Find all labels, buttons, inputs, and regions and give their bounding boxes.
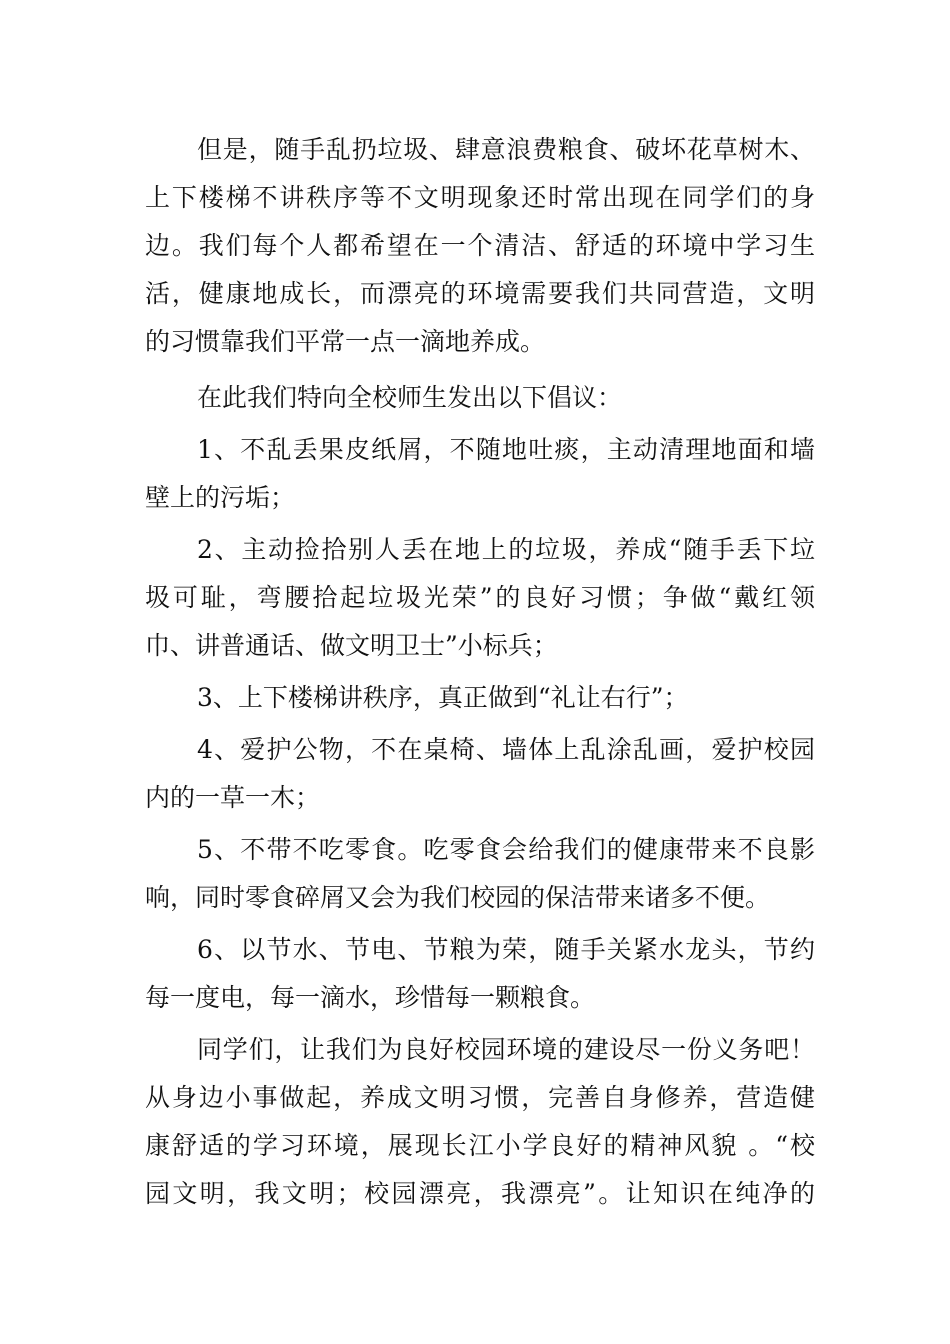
text-line: 内的一草一木； bbox=[145, 783, 321, 812]
text-line: 每一度电，每一滴水，珍惜每一颗粮食。 bbox=[145, 983, 596, 1012]
text-line: 响，同时零食碎屑又会为我们校园的保洁带来诸多不便。 bbox=[145, 883, 771, 912]
text-line: 从身边小事做起，养成文明习惯，完善自身修养，营造健 bbox=[145, 1083, 815, 1112]
text-line: 2、主动捡拾别人丢在地上的垃圾，养成“随手丢下垃 bbox=[197, 535, 815, 564]
text-line: 但是，随手乱扔垃圾、肆意浪费粮食、破坏花草树木、 bbox=[197, 135, 815, 164]
text-line: 的习惯靠我们平常一点一滴地养成。 bbox=[145, 327, 546, 356]
text-line: 1、不乱丢果皮纸屑，不随地吐痰，主动清理地面和墙 bbox=[197, 435, 815, 464]
text-line: 5、不带不吃零食。吃零食会给我们的健康带来不良影 bbox=[197, 835, 815, 864]
text-line: 康舒适的学习环境，展现长江小学良好的精神风貌 。“校 bbox=[145, 1131, 815, 1160]
text-line: 边。我们每个人都希望在一个清洁、舒适的环境中学习生 bbox=[145, 231, 815, 260]
text-line: 巾、讲普通话、做文明卫士”小标兵； bbox=[145, 631, 558, 660]
text-line: 3、上下楼梯讲秩序，真正做到“礼让右行”； bbox=[197, 683, 689, 712]
text-line: 圾可耻，弯腰拾起垃圾光荣”的良好习惯；争做“戴红领 bbox=[145, 583, 815, 612]
text-line: 活，健康地成长，而漂亮的环境需要我们共同营造，文明 bbox=[145, 279, 815, 308]
text-line: 6、以节水、节电、节粮为荣，随手关紧水龙头，节约 bbox=[197, 935, 815, 964]
text-line: 同学们，让我们为良好校园环境的建设尽一份义务吧！ bbox=[197, 1035, 815, 1064]
text-line: 上下楼梯不讲秩序等不文明现象还时常出现在同学们的身 bbox=[145, 183, 815, 212]
text-line: 壁上的污垢； bbox=[145, 483, 296, 512]
text-line: 4、爱护公物，不在桌椅、墙体上乱涂乱画，爱护校园 bbox=[197, 735, 815, 764]
text-line: 在此我们特向全校师生发出以下倡议： bbox=[197, 383, 623, 412]
text-line: 园文明，我文明；校园漂亮，我漂亮”。让知识在纯净的 bbox=[145, 1179, 815, 1208]
